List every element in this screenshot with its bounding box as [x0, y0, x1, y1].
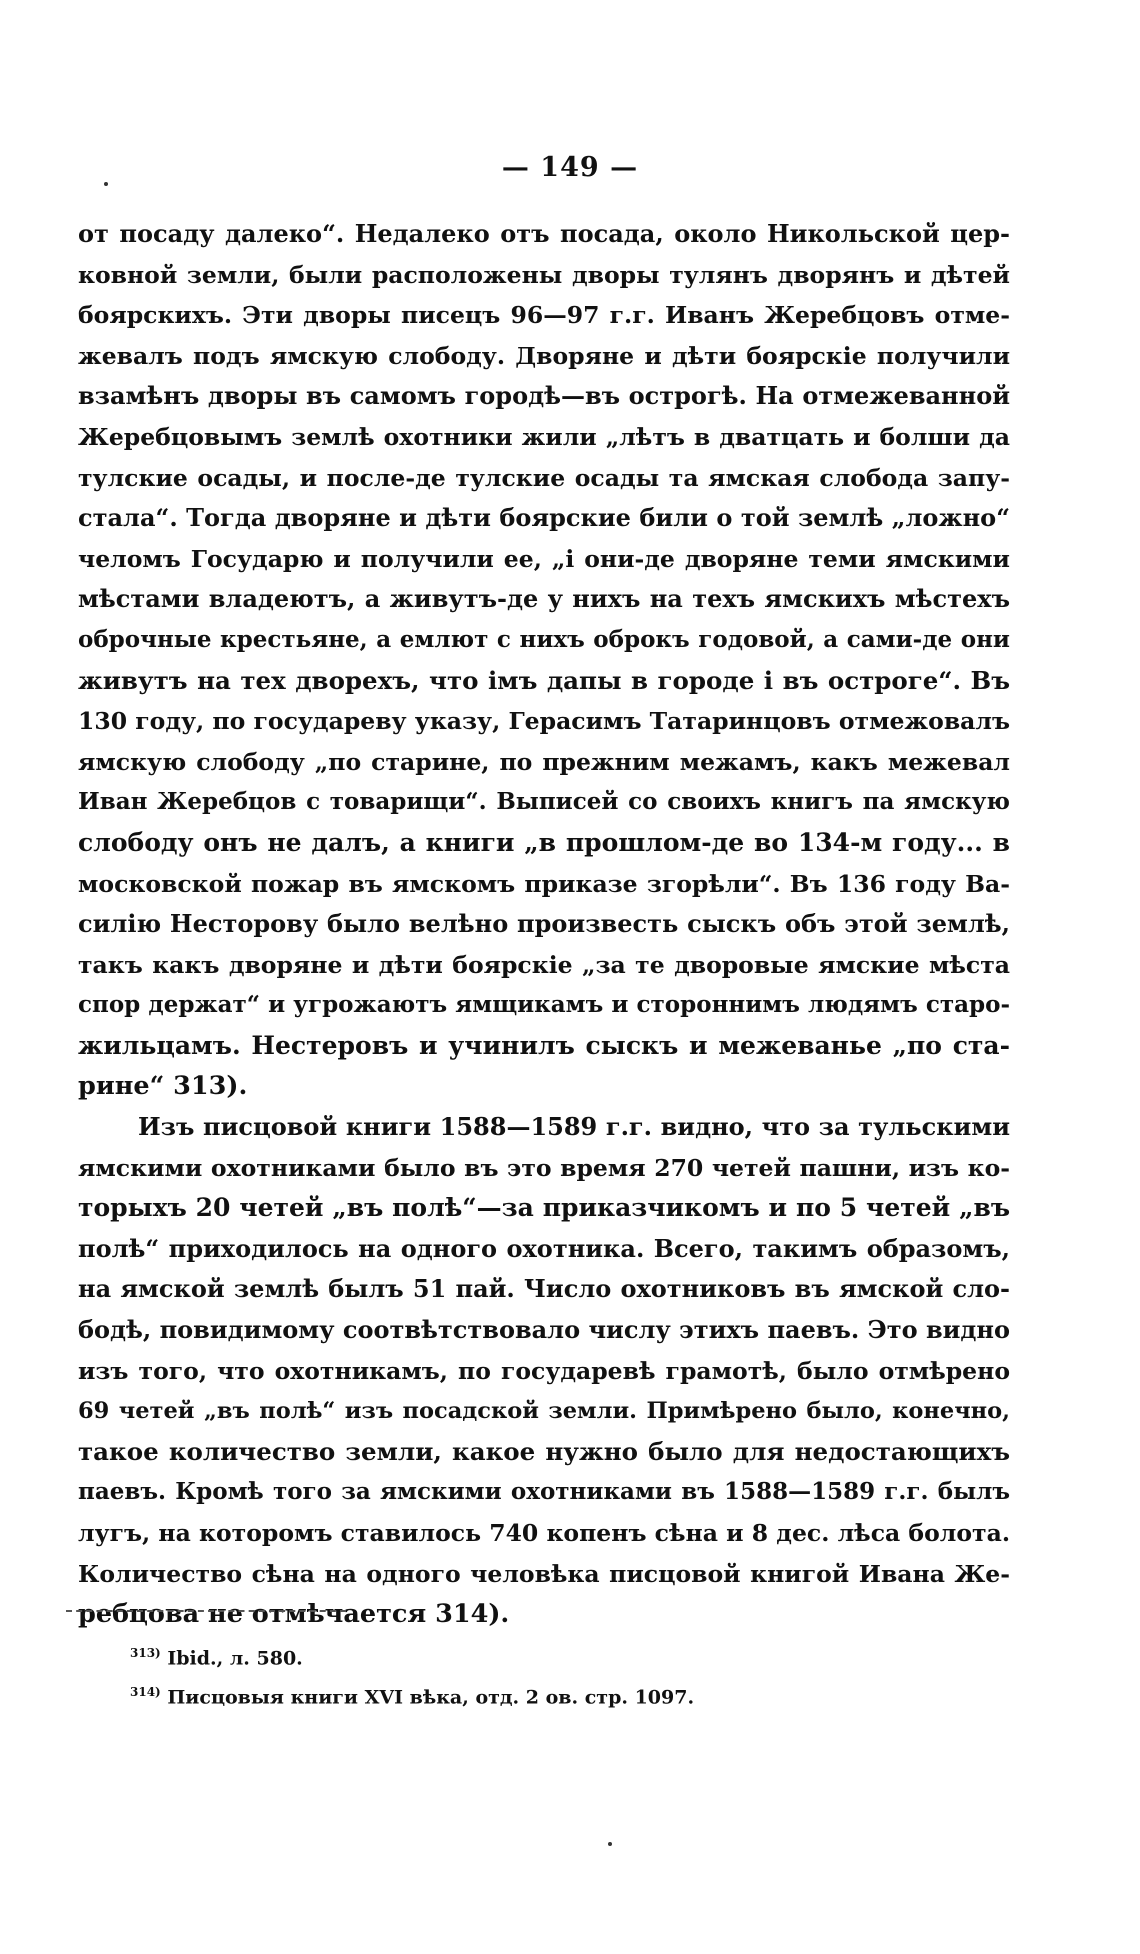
- text-line: слободу онъ не далъ, а книги „в прошлом-де во 134-м году... в: [78, 827, 1010, 857]
- text-line: Иван Жеребцов с товарищи“. Выписей со своихъ книгъ па ямскую: [78, 788, 1010, 816]
- text-line: тулские осады, и после-де тулские осады та ямская слобода запу-: [78, 463, 1010, 492]
- text-line: оброчные крестьяне, а емлют с нихъ оброкъ годовой, а сами-де они: [78, 625, 1010, 653]
- paragraph-2: [78, 1107, 1010, 1635]
- text-line: мѣстами владеютъ, а живутъ-де у нихъ на техъ ямскихъ мѣстехъ: [78, 584, 1010, 614]
- text-line: лугъ, на которомъ ставилось 740 копенъ сѣна и 8 дес. лѣса болота.: [78, 1519, 1010, 1547]
- text-line: Количество сѣна на одного человѣка писцовой книгой Ивана Же-: [78, 1559, 1010, 1588]
- text-line: 130 году, по государеву указу, Герасимъ Татаринцовъ отмежовалъ: [78, 707, 1010, 736]
- footnote-313: [130, 1636, 970, 1675]
- text-line: Жеребцовымъ землѣ охотники жили „лѣтъ в дватцать и болши да: [78, 422, 1010, 451]
- page-number: — 149 —: [501, 152, 639, 183]
- text-line: бодѣ, повидимому соотвѣтствовало числу этихъ паевъ. Это видно: [78, 1315, 1011, 1345]
- text-line: спор держат“ и угрожаютъ ямщикамъ и стороннимъ людямъ старо-: [78, 991, 1010, 1019]
- text-line: такое количество земли, какое нужно было для недостающихъ: [78, 1436, 1010, 1466]
- text-line: Изъ писцовой книги 1588—1589 г.г. видно, что за тульскими: [138, 1112, 1010, 1142]
- text-line: рине“ 313).: [78, 1071, 248, 1102]
- text-line: такъ какъ дворяне и дѣти боярскіе „за те дворовые ямские мѣста: [78, 950, 1010, 979]
- text-line: 69 четей „въ полѣ“ изъ посадской земли. Примѣрено было, конечно,: [78, 1398, 1010, 1425]
- print-speck: [104, 182, 108, 186]
- text-line: жевалъ подъ ямскую слободу. Дворяне и дѣти боярскіе получили: [78, 341, 1010, 370]
- text-line: паевъ. Кромѣ того за ямскими охотниками въ 1588—1589 г.г. былъ: [78, 1478, 1010, 1506]
- text-line: боярскихъ. Эти дворы писецъ 96—97 г.г. Иванъ Жеребцовъ отме-: [78, 301, 1010, 330]
- footnotes: [130, 1636, 970, 1715]
- text-line: ребцова не отмѣчается 314).: [78, 1599, 510, 1630]
- text-line: живутъ на тех дворехъ, что імъ дапы в городе і въ остроге“. Въ: [78, 665, 1010, 695]
- text-line: торыхъ 20 четей „въ полѣ“—за приказчикомъ и по 5 четей „въ: [78, 1193, 1010, 1223]
- text-line: силію Несторову было велѣно произвесть сыскъ объ этой землѣ,: [78, 909, 1010, 939]
- print-speck: [608, 1842, 612, 1846]
- footnote-314: [130, 1675, 970, 1714]
- text-line: стала“. Тогда дворяне и дѣти боярские били о той землѣ „ложно“: [78, 503, 1010, 533]
- footnote-separator: [66, 1610, 346, 1612]
- footnote-mark: 314): [130, 1685, 161, 1700]
- text-line: жильцамъ. Нестеровъ и учинилъ сыскъ и межеванье „по ста-: [78, 1030, 1010, 1060]
- footnote-mark: 313): [130, 1646, 161, 1660]
- paragraph-1: [78, 214, 1010, 1107]
- footnote-text: Писцовыя книги XVI вѣка, отд. 2 ов. стр. 1097.: [167, 1686, 695, 1709]
- footnote-text: Ibid., л. 580.: [167, 1647, 303, 1670]
- text-line: от посаду далеко“. Недалеко отъ посада, около Никольской цер-: [78, 219, 1010, 248]
- text-line: ямскими охотниками было въ это время 270 четей пашни, изъ ко-: [78, 1153, 1010, 1182]
- text-line: изъ того, что охотникамъ, по государевѣ грамотѣ, было отмѣрено: [78, 1356, 1010, 1385]
- text-line: взамѣнъ дворы въ самомъ городѣ—въ острогѣ. На отмежеванной: [78, 381, 1010, 411]
- text-line: ковной земли, были расположены дворы тулянъ дворянъ и дѣтей: [78, 260, 1010, 289]
- text-line: ямскую слободу „по старине, по прежним межамъ, какъ межевал: [78, 747, 1010, 776]
- body-text: [78, 214, 1010, 1635]
- text-line: на ямской землѣ былъ 51 пай. Число охотниковъ въ ямской сло-: [78, 1274, 1010, 1304]
- text-line: полѣ“ приходилось на одного охотника. Всего, такимъ образомъ,: [78, 1233, 1010, 1263]
- text-line: московской пожар въ ямскомъ приказе згорѣли“. Въ 136 году Ва-: [78, 869, 1010, 898]
- text-line: челомъ Государю и получили ее, „і они-де дворяне теми ямскими: [78, 544, 1010, 573]
